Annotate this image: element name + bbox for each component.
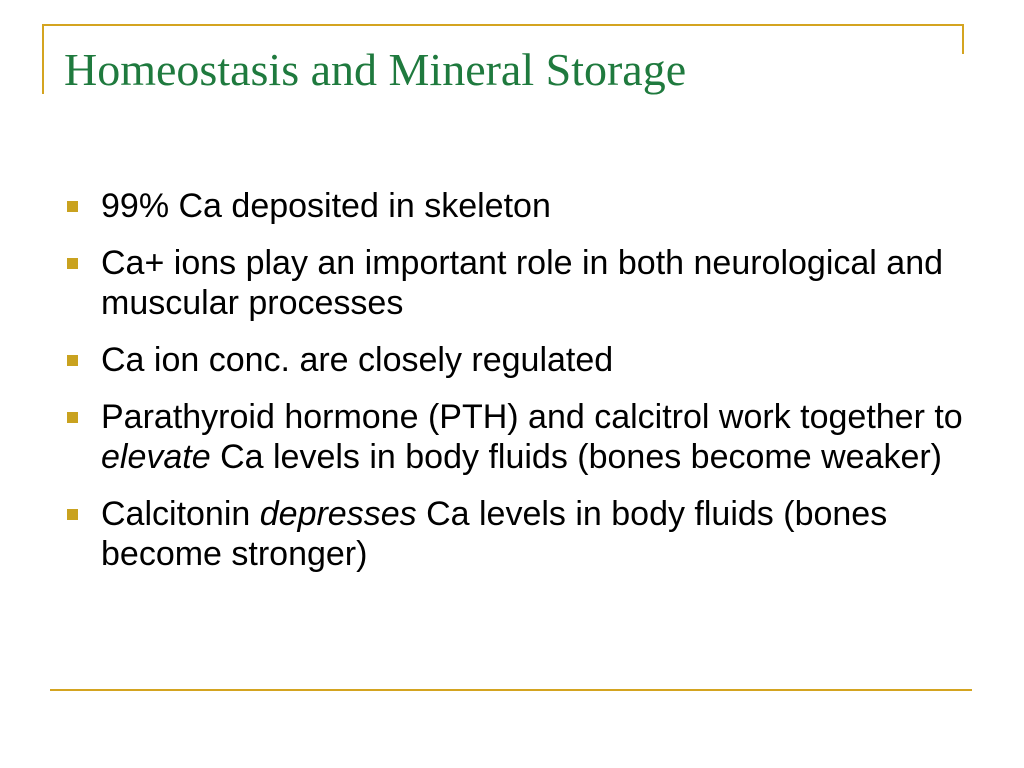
frame-right-rule <box>962 24 964 54</box>
bullet-text: 99% Ca deposited in skeleton <box>101 187 551 225</box>
bullet-emphasis: elevate <box>101 438 211 476</box>
square-bullet-icon <box>67 355 78 366</box>
bullet-text-after: Ca levels in body fluids (bones become stronger) <box>101 495 888 573</box>
bullet-text: Ca ion conc. are closely regulated <box>101 341 614 379</box>
bullet-text-before: Calcitonin <box>101 495 260 533</box>
bottom-rule <box>50 689 972 691</box>
bullet-list <box>64 186 964 591</box>
bullet-emphasis: depresses <box>259 495 417 533</box>
bullet-text: Ca+ ions play an important role in both neurological and muscular processes <box>101 244 944 322</box>
bullet-item <box>64 243 964 323</box>
square-bullet-icon <box>67 201 78 212</box>
frame-top-rule <box>42 24 964 26</box>
bullet-item <box>64 397 964 477</box>
bullet-item <box>64 494 964 574</box>
frame-left-rule <box>42 24 44 94</box>
bullet-text-after: Ca levels in body fluids (bones become weaker) <box>210 438 943 476</box>
square-bullet-icon <box>67 509 78 520</box>
bullet-text-before: Parathyroid hormone (PTH) and calcitrol work together to <box>101 398 963 436</box>
square-bullet-icon <box>67 258 78 269</box>
bullet-item <box>64 186 964 226</box>
bullet-item <box>64 340 964 380</box>
square-bullet-icon <box>67 412 78 423</box>
slide-title: Homeostasis and Mineral Storage <box>64 44 687 95</box>
